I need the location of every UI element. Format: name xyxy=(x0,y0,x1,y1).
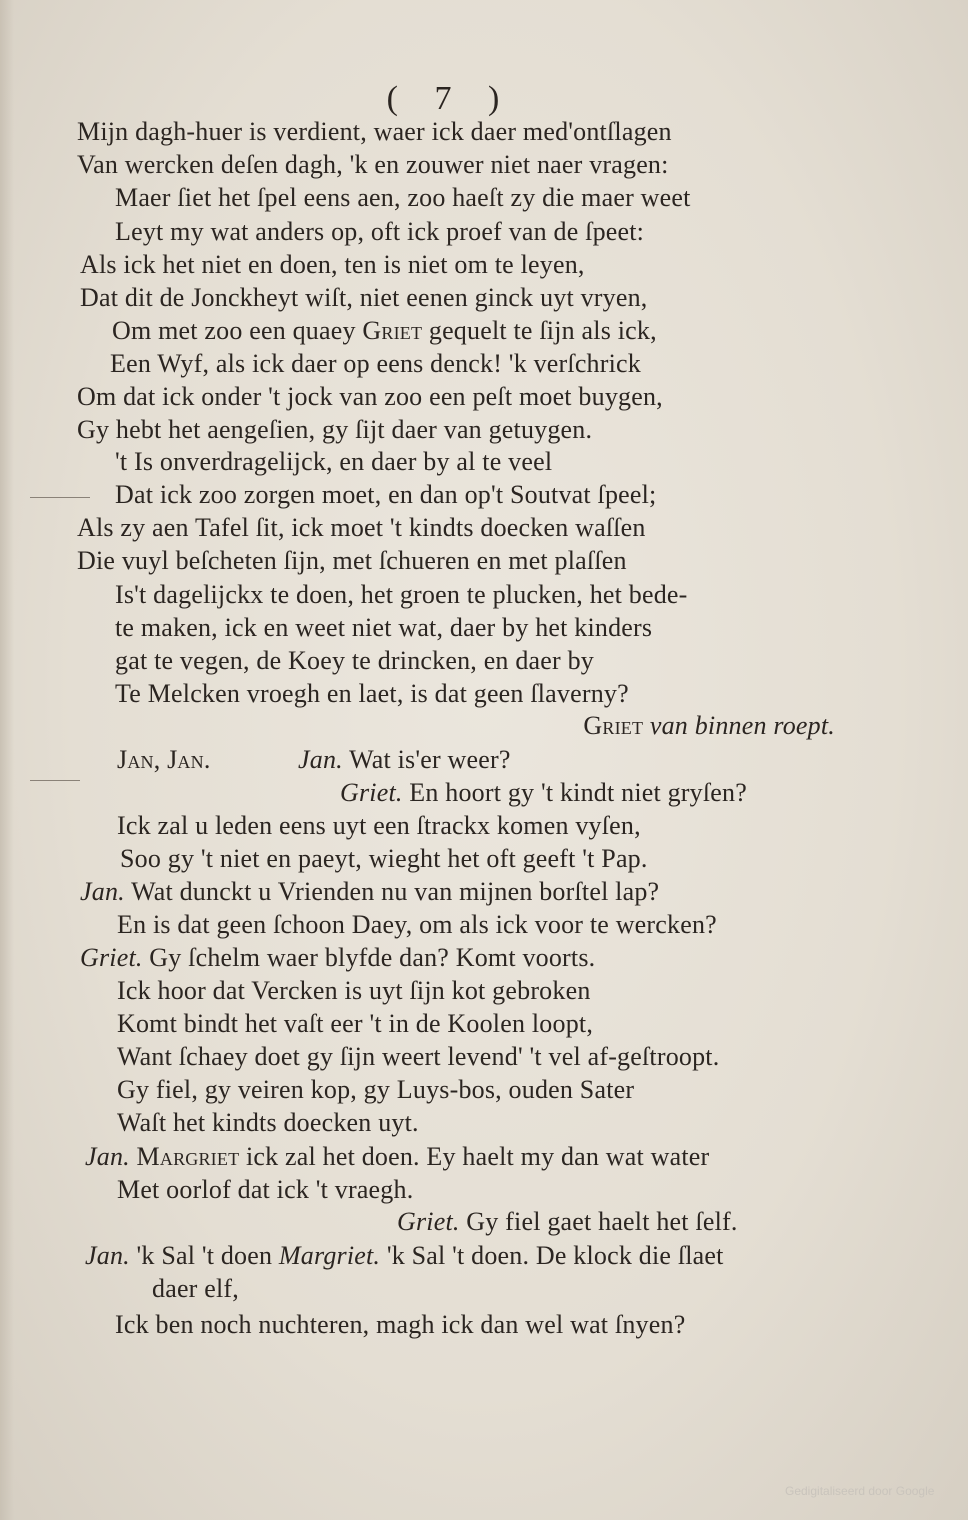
line-text: Om dat ick onder 't jock van zoo een peſt moet buygen, xyxy=(77,382,663,411)
line-text: 'k Sal 't doen xyxy=(129,1241,279,1270)
text-line xyxy=(80,943,595,973)
text-line xyxy=(120,844,648,874)
line-text: Wat dunckt u Vrienden nu van mijnen borſtel lap? xyxy=(124,877,660,906)
text-line xyxy=(80,250,585,280)
text-line xyxy=(117,1108,419,1138)
speaker-or-direction: van binnen roept. xyxy=(643,711,835,740)
text-line xyxy=(112,316,657,346)
speaker-or-direction: Jan. xyxy=(80,877,125,906)
line-text: te maken, ick en weet niet wat, daer by het kinders xyxy=(115,613,653,642)
line-text: ick zal het doen. Ey haelt my dan wat water xyxy=(239,1142,710,1171)
line-text: Dat ick zoo zorgen moet, en dan op't Soutvat ſpeel; xyxy=(115,480,657,509)
line-text: Maer ſiet het ſpel eens aen, zoo haeſt zy die maer weet xyxy=(115,183,691,212)
margin-mark xyxy=(30,780,80,781)
text-line xyxy=(117,976,591,1006)
page-number: ( 7 ) xyxy=(386,80,514,117)
text-line xyxy=(115,1310,685,1340)
watermark: Gedigitaliseerd door Google xyxy=(785,1484,935,1498)
speaker-or-direction: Jan. xyxy=(85,1241,130,1270)
line-text: Leyt my wat anders op, oft ick proef van de ſpeet: xyxy=(115,217,645,246)
speaker-or-direction: Griet. xyxy=(397,1207,460,1236)
speaker-or-direction: Jan. xyxy=(85,1142,130,1171)
text-line xyxy=(77,546,627,576)
line-text: Want ſchaey doet gy ſijn weert levend' 't vel af-geſtroopt. xyxy=(117,1042,720,1071)
text-line xyxy=(115,679,629,709)
text-line xyxy=(117,1175,413,1205)
line-text: Van wercken deſen dagh, 'k en zouwer niet naer vragen: xyxy=(77,150,669,179)
text-line xyxy=(583,711,835,741)
line-text: En is dat geen ſchoon Daey, om als ick voor te wercken? xyxy=(117,910,717,939)
text-line xyxy=(152,1274,239,1304)
text-line xyxy=(115,580,688,610)
text-line xyxy=(117,910,717,940)
speaker-or-direction: Margriet. xyxy=(278,1241,381,1270)
text-line xyxy=(77,117,672,147)
character-name: Margriet xyxy=(136,1142,240,1171)
line-text: gequelt te ſijn als ick, xyxy=(422,316,657,345)
text-line xyxy=(115,183,691,213)
line-text: Met oorlof dat ick 't vraegh. xyxy=(117,1175,414,1204)
line-text: Gy fiel gaet haelt het ſelf. xyxy=(459,1207,738,1236)
line-text: Soo gy 't niet en paeyt, wieght het oft geeft 't Pap. xyxy=(120,844,648,873)
text-line xyxy=(117,745,211,775)
text-line xyxy=(117,811,641,841)
text-line xyxy=(77,415,592,445)
text-line xyxy=(115,613,652,643)
character-name: Griet xyxy=(583,711,644,740)
text-line xyxy=(117,1042,719,1072)
text-line xyxy=(115,447,552,477)
line-text: Om met zoo een quaey xyxy=(112,316,363,345)
text-line xyxy=(115,217,644,247)
line-text: Te Melcken vroegh en laet, is dat geen ſlaverny? xyxy=(115,679,629,708)
text-line xyxy=(77,382,663,412)
line-text: Dat dit de Jonckheyt wiſt, niet eenen ginck uyt vryen, xyxy=(80,283,648,312)
line-text: Komt bindt het vaſt eer 't in de Koolen loopt, xyxy=(117,1009,594,1038)
line-text: Ick zal u leden eens uyt een ſtrackx komen vyſen, xyxy=(117,811,641,840)
line-text: Mijn dagh-huer is verdient, waer ick daer med'ontſlagen xyxy=(77,117,672,146)
page-edge-shadow xyxy=(0,0,14,1520)
line-text: Als zy aen Tafel ſit, ick moet 't kindts doecken waſſen xyxy=(77,513,646,542)
line-text: daer elf, xyxy=(152,1274,239,1303)
text-line xyxy=(80,283,648,313)
text-line xyxy=(115,480,657,510)
text-line xyxy=(110,349,641,379)
line-text: Waſt het kindts doecken uyt. xyxy=(117,1108,419,1137)
text-line xyxy=(80,877,659,907)
text-line xyxy=(85,1241,724,1271)
line-text xyxy=(130,1142,137,1171)
text-line xyxy=(298,745,511,775)
line-text: Als ick het niet en doen, ten is niet om te leyen, xyxy=(80,250,585,279)
text-line xyxy=(340,778,747,808)
margin-mark xyxy=(30,497,90,498)
text-line xyxy=(117,1009,593,1039)
text-line xyxy=(115,646,594,676)
line-text: Gy ſchelm waer blyfde dan? Komt voorts. xyxy=(142,943,596,972)
line-text: 'k Sal 't doen. De klock die ſlaet xyxy=(380,1241,724,1270)
text-line xyxy=(77,513,646,543)
text-line xyxy=(397,1207,738,1237)
line-text: En hoort gy 't kindt niet gryſen? xyxy=(402,778,747,807)
speaker-or-direction: Griet. xyxy=(80,943,143,972)
line-text: 't Is onverdragelijck, en daer by al te veel xyxy=(115,447,553,476)
line-text: gat te vegen, de Koey te drincken, en daer by xyxy=(115,646,594,675)
line-text: Een Wyf, als ick daer op eens denck! 'k verſchrick xyxy=(110,349,641,378)
line-text: Wat is'er weer? xyxy=(342,745,511,774)
text-line xyxy=(77,150,669,180)
speaker-or-direction: Jan. xyxy=(298,745,343,774)
line-text: Ick hoor dat Vercken is uyt ſijn kot gebroken xyxy=(117,976,591,1005)
line-text: Is't dagelijckx te doen, het groen te plucken, het bede- xyxy=(115,580,688,609)
text-line xyxy=(85,1142,709,1172)
character-name: Jan, Jan. xyxy=(117,745,211,774)
line-text: Gy fiel, gy veiren kop, gy Luys-bos, ouden Sater xyxy=(117,1075,635,1104)
line-text: Ick ben noch nuchteren, magh ick dan wel wat ſnyen? xyxy=(115,1310,686,1339)
line-text: Gy hebt het aengeſien, gy ſijt daer van getuygen. xyxy=(77,415,593,444)
text-line xyxy=(117,1075,634,1105)
character-name: Griet xyxy=(362,316,423,345)
speaker-or-direction: Griet. xyxy=(340,778,403,807)
line-text: Die vuyl beſcheten ſijn, met ſchueren en met plaſſen xyxy=(77,546,627,575)
